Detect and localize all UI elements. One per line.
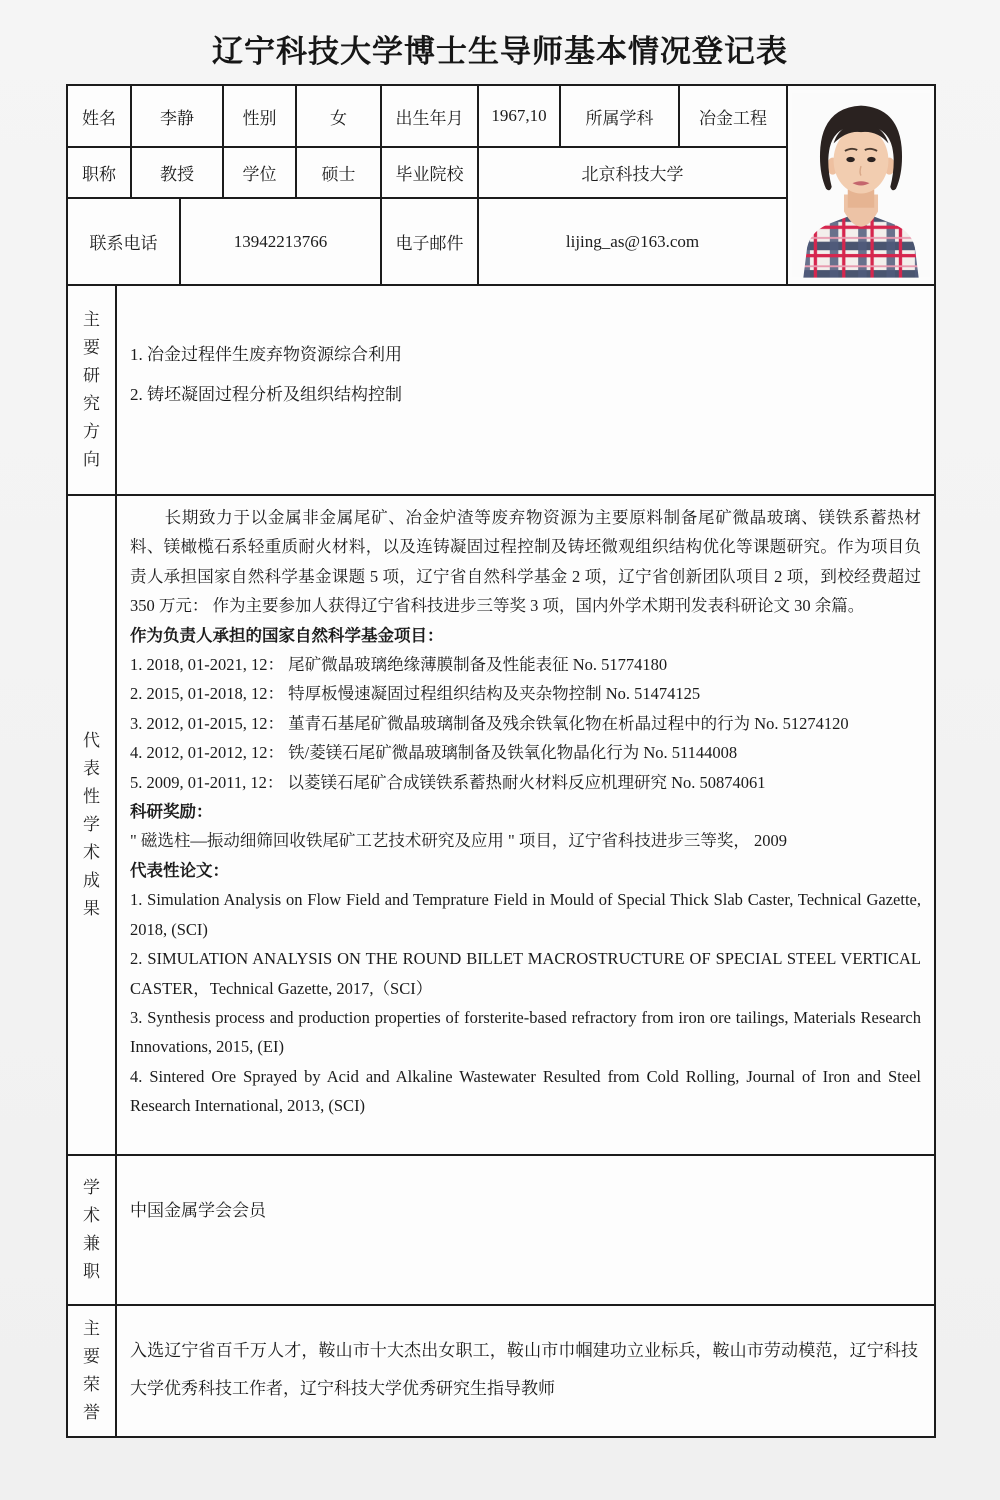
personal-info-grid (68, 86, 788, 284)
papers-heading: 代表性论文： (130, 860, 229, 880)
memberships-text: 中国金属学会会员 (130, 1201, 266, 1220)
birth-label: 出生年月 (382, 86, 479, 146)
name-label: 姓名 (68, 86, 132, 146)
nsfc-project: 2. 2015, 01-2018, 12： 特厚板慢速凝固过程组织结构及夹杂物控制 No. 51474125 (130, 684, 701, 704)
achievements-label: 代表性学术成果 (83, 731, 100, 918)
title-value: 教授 (132, 148, 224, 197)
honors-content (117, 1306, 934, 1436)
research-label-cell (68, 286, 117, 494)
nsfc-project: 4. 2012, 01-2012, 12： 铁/菱镁石尾矿微晶玻璃制备及铁氧化物晶化行为 No. 51144008 (130, 743, 738, 763)
research-item: 1. 冶金过程伴生废弃物资源综合利用 (130, 345, 402, 364)
phone-value: 13942213766 (181, 199, 382, 284)
email-value: lijing_as@163.com (479, 199, 788, 284)
award-heading: 科研奖励： (130, 802, 213, 822)
section-memberships (68, 1156, 934, 1306)
honors-label-cell (68, 1306, 117, 1436)
gender-value: 女 (297, 86, 382, 146)
discipline-value: 冶金工程 (680, 86, 788, 146)
achievements-content (117, 496, 934, 1154)
birth-value: 1967,10 (479, 86, 561, 146)
achievements-label-cell (68, 496, 117, 1154)
school-value: 北京科技大学 (479, 148, 788, 197)
award-line: " 磁选柱—振动细筛回收铁尾矿工艺技术研究及应用 " 项目，辽宁省科技进步三等奖， 2009 (130, 831, 787, 851)
section-achievements (68, 496, 934, 1156)
nsfc-project: 3. 2012, 01-2015, 12： 堇青石基尾矿微晶玻璃制备及残余铁氧化物在析晶过程中的行为 No. 51274120 (130, 713, 849, 733)
info-row-3 (68, 199, 788, 284)
registration-form-table (66, 84, 936, 1438)
portrait-photo (788, 86, 934, 284)
nsfc-project: 5. 2009, 01-2011, 12： 以菱镁石尾矿合成镁铁系蓄热耐火材料反应机理研究 No. 50874061 (130, 772, 766, 792)
personal-info-block (68, 86, 934, 286)
paper-entry: 1. Simulation Analysis on Flow Field and Temprature Field in Mould of Special Thick Slab Caster, Technical Gazette, 2018, (SCI) (130, 890, 921, 939)
paper-entry: 2. SIMULATION ANALYSIS ON THE ROUND BILLET MACROSTRUCTURE OF SPECIAL STEEL VERTICAL CASTER，Technical Gazette, 2017,（SCI） (130, 949, 921, 998)
memberships-content (117, 1156, 934, 1304)
degree-label: 学位 (224, 148, 297, 197)
info-row-2 (68, 148, 788, 199)
nsfc-heading: 作为负责人承担的国家自然科学基金项目： (130, 625, 444, 645)
email-label: 电子邮件 (382, 199, 479, 284)
phone-label: 联系电话 (68, 199, 181, 284)
paper-entry: 3. Synthesis process and production properties of forsterite-based refractory from iron ore tailings, Materials Research Innovations, 2015, (EI) (130, 1007, 921, 1057)
honors-label: 主要荣誉 (83, 1319, 100, 1422)
memberships-label-cell (68, 1156, 117, 1304)
nsfc-project: 1. 2018, 01-2021, 12： 尾矿微晶玻璃绝缘薄膜制备及性能表征 No. 51774180 (130, 655, 668, 675)
research-item: 2. 铸坯凝固过程分析及组织结构控制 (130, 385, 402, 404)
section-research (68, 286, 934, 496)
name-value: 李静 (132, 86, 224, 146)
degree-value: 硕士 (297, 148, 382, 197)
honors-text: 入选辽宁省百千万人才，鞍山市十大杰出女职工，鞍山市巾帼建功立业标兵，鞍山市劳动模范，辽宁科技大学优秀科技工作者，辽宁科技大学优秀研究生指导教师 (130, 1341, 918, 1398)
paper-entry: 4. Sintered Ore Sprayed by Acid and Alkaline Wastewater Resulted from Cold Rolling, Journal of Iron and Steel Research International, 2013, (SCI) (130, 1066, 921, 1116)
research-label: 主要研究方向 (83, 310, 100, 469)
gender-label: 性别 (224, 86, 297, 146)
section-honors (68, 1306, 934, 1436)
discipline-label: 所属学科 (561, 86, 680, 146)
memberships-label: 学术兼职 (83, 1178, 100, 1281)
title-label: 职称 (68, 148, 132, 197)
research-content (117, 286, 934, 494)
school-label: 毕业院校 (382, 148, 479, 197)
achievements-intro: 长期致力于以金属非金属尾矿、冶金炉渣等废弃物资源为主要原料制备尾矿微晶玻璃、镁铁系蓄热材料、镁橄榄石系轻重质耐火材料，以及连铸凝固过程控制及铸坯微观组织结构优化等课题研究。作为项目负责人承担国家自然科学基金课题 5 项，辽宁省自然科学基金 2 项，辽宁省创新团队项目 2 项，到校经费超过 350 万元： 作为主要参加人获得辽宁省科技进步三等奖 3 项，国内外学术期刊发表科研论文 30 余篇。 (130, 508, 921, 616)
info-row-1 (68, 86, 788, 148)
page-title: 辽宁科技大学博士生导师基本情况登记表 (212, 34, 788, 69)
portrait-illustration (792, 89, 930, 281)
